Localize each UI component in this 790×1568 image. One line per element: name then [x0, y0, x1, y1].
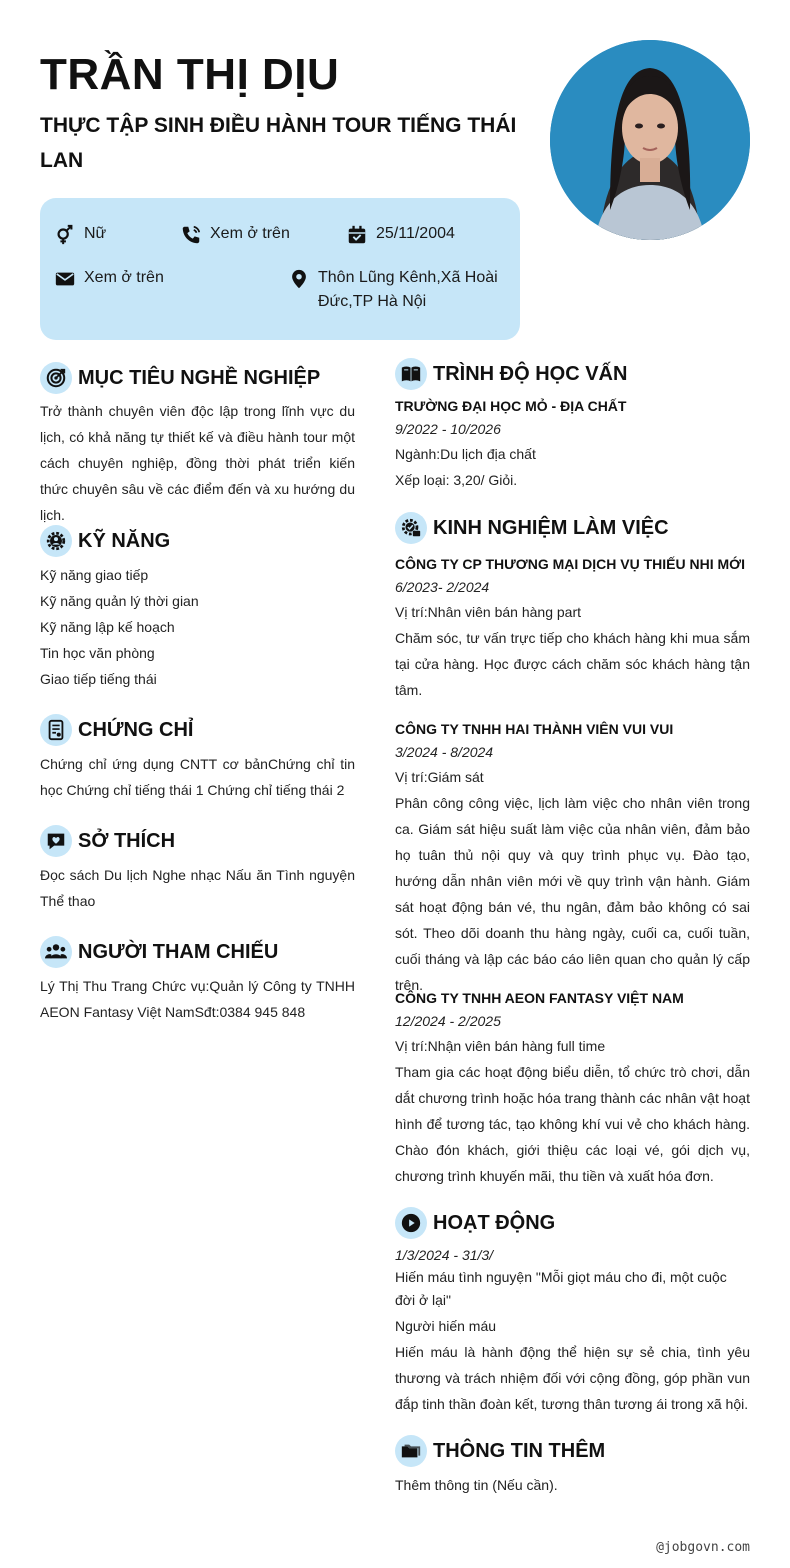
- skill-item: Kỹ năng quản lý thời gian: [40, 593, 199, 609]
- calendar-icon: [346, 224, 368, 246]
- contact-info-box: [40, 198, 520, 340]
- activity-description: Hiến máu là hành động thể hiện sự sẻ chia, tình yêu thương và trách nhiệm đối với cộng đồng, góp phần vun đắp tinh thần đoàn kết, tương thân tương ái trong xã hội.: [395, 1344, 750, 1412]
- job-company: CÔNG TY TNHH HAI THÀNH VIÊN VUI VUI: [395, 721, 674, 737]
- folder-icon: [395, 1435, 427, 1467]
- mail-icon: [54, 268, 76, 290]
- email-value: Xem ở trên: [84, 269, 164, 286]
- job-description: Phân công công việc, lịch làm việc cho nhân viên trong ca. Giám sát hiệu suất làm việc của nhân viên, đảm bảo họ tuân thủ nội quy và quy trình phục vụ. Đào tạo, hướng dẫn nhân viên mới về quy trình vận hành. Giám sát hoạt động bán vé, thu ngân, đảm bảo không có sai sót. Theo dõi doanh thu hàng ngày, cuối ca, cuối tuần, cuối tháng và lập các báo cáo liên quan cho quản lý cấp trên.: [395, 795, 750, 993]
- hobbies-text: Đọc sách Du lịch Nghe nhạc Nấu ăn Tình nguyện Thể thao: [40, 867, 355, 909]
- skill-item: Giao tiếp tiếng thái: [40, 671, 157, 687]
- phone-value: Xem ở trên: [210, 225, 290, 242]
- gear-check-icon: [395, 512, 427, 544]
- location-pin-icon: [288, 268, 310, 290]
- skills-heading: [40, 525, 170, 557]
- address-value: Thôn Lũng Kênh,Xã Hoài Đức,TP Hà Nội: [318, 269, 498, 310]
- email-info: [54, 266, 264, 290]
- play-icon: [395, 1207, 427, 1239]
- portrait-photo: [550, 40, 750, 240]
- hobbies-title: SỞ THÍCH: [78, 829, 176, 852]
- education-title: TRÌNH ĐỘ HỌC VẤN: [433, 362, 628, 385]
- footer-brand: @jobgovn.com: [656, 1540, 750, 1555]
- job-company: CÔNG TY CP THƯƠNG MẠI DỊCH VỤ THIẾU NHI MỚI: [395, 556, 745, 572]
- gender-icon: [54, 224, 76, 246]
- skills-title: KỸ NĂNG: [78, 529, 171, 552]
- book-icon: [395, 358, 427, 390]
- phone-info: [180, 222, 340, 246]
- activities-heading: [395, 1207, 555, 1239]
- skill-item: Kỹ năng giao tiếp: [40, 567, 149, 583]
- objective-text: Trở thành chuyên viên độc lập trong lĩnh vực du lịch, có khả năng tự thiết kế và điều hành tour một cách chuyên nghiệp, đồng thời phát triển kiến thức chuyên sâu về các điểm đến và xu hướng du lịch.: [40, 403, 355, 523]
- job-date: 3/2024 - 8/2024: [395, 744, 494, 760]
- references-text: Lý Thị Thu Trang Chức vụ:Quản lý Công ty TNHH AEON Fantasy Việt NamSđt:0384 945 848: [40, 978, 355, 1020]
- certificates-text: Chứng chỉ ứng dụng CNTT cơ bảnChứng chỉ tin học Chứng chỉ tiếng thái 1 Chứng chỉ tiếng thái 2: [40, 756, 355, 798]
- heart-message-icon: [40, 825, 72, 857]
- people-icon: [40, 936, 72, 968]
- job-date: 12/2024 - 2/2025: [395, 1013, 501, 1029]
- more-info-heading: [395, 1435, 605, 1467]
- job-date: 6/2023- 2/2024: [395, 579, 490, 595]
- birthday-value: 25/11/2004: [376, 225, 455, 242]
- job-position: Vị trí:Nhân viên bán hàng part: [395, 604, 582, 620]
- education-date: 9/2022 - 10/2026: [395, 421, 501, 437]
- hobbies-heading: [40, 825, 175, 857]
- phone-icon: [180, 224, 202, 246]
- school-name: TRƯỜNG ĐẠI HỌC MỎ - ĐỊA CHẤT: [395, 398, 627, 414]
- address-info: [288, 266, 508, 314]
- candidate-name: TRẦN THỊ DỊU: [40, 50, 340, 99]
- education-major: Ngành:Du lịch địa chất: [395, 446, 536, 462]
- education-heading: [395, 358, 627, 390]
- gender-value: Nữ: [84, 225, 107, 242]
- gender-info: [54, 222, 184, 246]
- more-info-text: Thêm thông tin (Nếu cần).: [395, 1477, 558, 1493]
- more-info-title: THÔNG TIN THÊM: [433, 1439, 606, 1462]
- job-description: Chăm sóc, tư vấn trực tiếp cho khách hàng khi mua sắm tại cửa hàng. Học được cách chăm sóc khách hàng tận tâm.: [395, 630, 750, 698]
- job-company: CÔNG TY TNHH AEON FANTASY VIỆT NAM: [395, 990, 684, 1006]
- skill-item: Tin học văn phòng: [40, 645, 155, 661]
- avatar: [550, 40, 750, 240]
- job-description: Tham gia các hoạt động biểu diễn, tổ chức trò chơi, dẫn dắt chương trình hoặc hóa trang thành các nhân vật hoạt hình để tương tác, tạo không khí vui vẻ cho khách hàng. Chào đón khách, giới thiệu các loại vé, gói dịch vụ, chương trình khuyến mãi, thu tiền và xuất hóa đơn.: [395, 1064, 750, 1184]
- activity-role: Người hiến máu: [395, 1318, 497, 1334]
- certificates-title: CHỨNG CHỈ: [78, 718, 194, 741]
- activities-title: HOẠT ĐỘNG: [433, 1211, 556, 1234]
- experience-title: KINH NGHIỆM LÀM VIỆC: [433, 516, 669, 539]
- skills-list: [40, 562, 355, 692]
- objective-title: MỤC TIÊU NGHỀ NGHIỆP: [78, 366, 321, 389]
- job-title: THỰC TẬP SINH ĐIỀU HÀNH TOUR TIẾNG THÁI LAN: [40, 114, 517, 172]
- activity-date: 1/3/2024 - 31/3/: [395, 1247, 494, 1263]
- certificate-icon: [40, 714, 72, 746]
- references-title: NGƯỜI THAM CHIẾU: [78, 940, 279, 963]
- skill-item: Kỹ năng lập kế hoạch: [40, 619, 175, 635]
- gear-user-icon: [40, 525, 72, 557]
- birthday-info: [346, 222, 516, 246]
- target-icon: [40, 362, 72, 394]
- certificates-heading: [40, 714, 193, 746]
- job-position: Vị trí:Giám sát: [395, 769, 484, 785]
- objective-heading: [40, 362, 320, 394]
- activity-name: Hiến máu tình nguyện "Mỗi giọt máu cho đi, một cuộc đời ở lại": [395, 1269, 727, 1308]
- education-grade: Xếp loại: 3,20/ Giỏi.: [395, 472, 518, 488]
- references-heading: [40, 936, 278, 968]
- experience-heading: [395, 512, 669, 544]
- job-position: Vị trí:Nhận viên bán hàng full time: [395, 1038, 606, 1054]
